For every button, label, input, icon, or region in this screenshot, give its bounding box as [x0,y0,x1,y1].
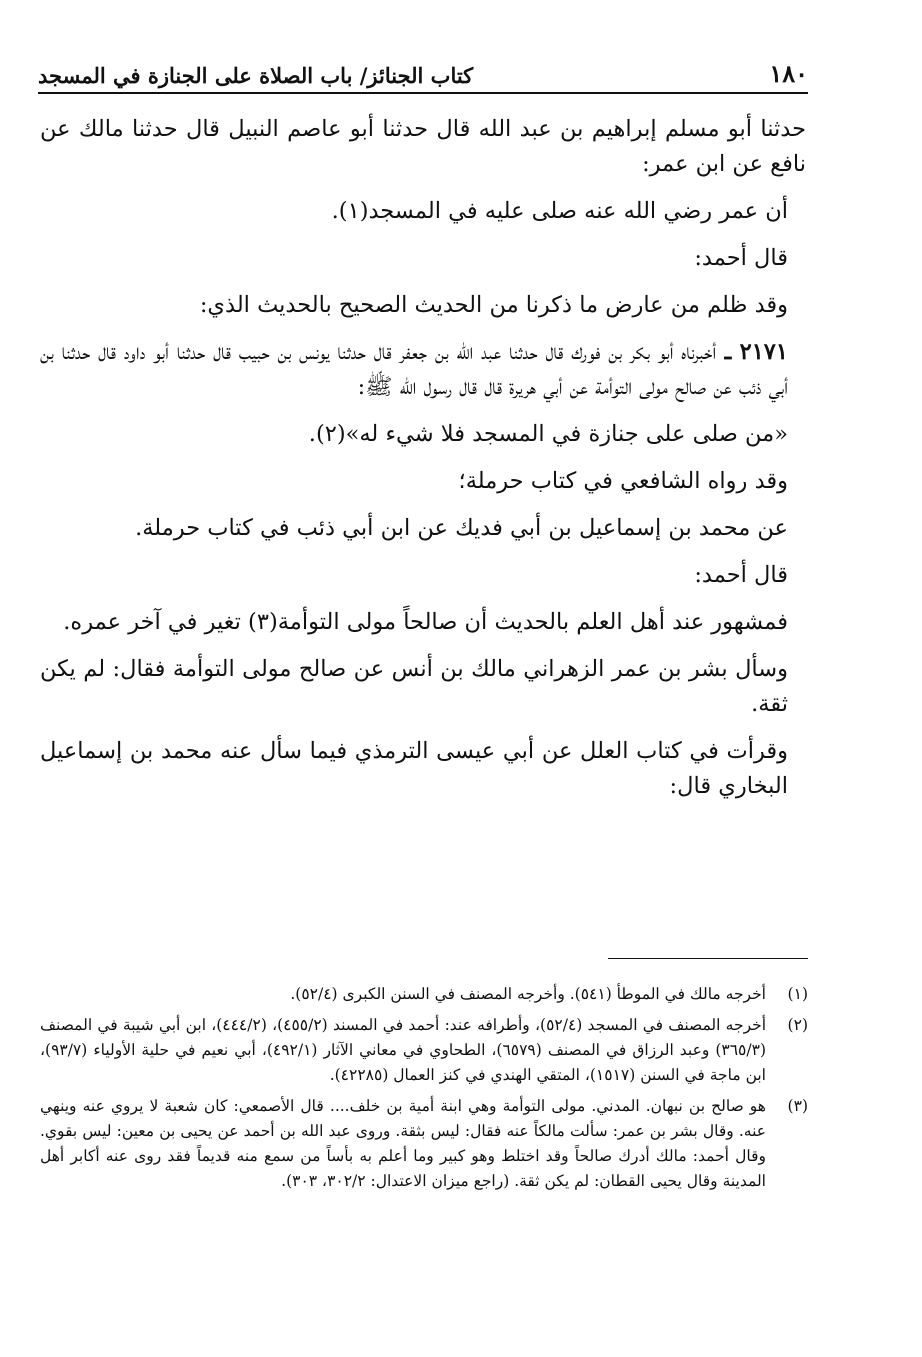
paragraph-commentary-2: فمشهور عند أهل العلم بالحديث أن صالحاً مولى التوأمة(٣) تغير في آخر عمره. [63,609,788,635]
paragraph-commentary-3: وسأل بشر بن عمر الزهراني مالك بن أنس عن صالح مولى التوأمة فقال: لم يكن ثقة. [40,656,788,717]
footnote [40,1013,808,1088]
footnote-text: هو صالح بن نبهان. المدني. مولى التوأمة وهي ابنة أمية بن خلف.... قال الأصمعي: كان شعبة لا يروي عنه وينهي عنه. وقال بشر بن عمر: سألت مالكاً عنه فقال: ليس بثقة. وروى عبد الله بن أحمد عن يحيى بن معين: ليس بقوي. وقال أحمد: مالك أدرك صالحاً وقد اختلط وهو كبير وما أعلم به بأساً من سمع منه قديماً فقد روى عنه أكابر أهل المدينة وقال يحيى القطان: لم يكن ثقة. (راجع ميزان الاعتدال: ٣٠٢/٢، ٣٠٣). [40,1097,766,1190]
page-header [38,52,808,88]
paragraph-hadith-isnad [40,335,806,405]
running-title: كتاب الجنائز/ باب الصلاة على الجنازة في المسجد [38,63,474,88]
main-text [40,112,806,816]
paragraph-commentary-1: وقد ظلم من عارض ما ذكرنا من الحديث الصحيح بالحديث الذي: [199,292,788,318]
footnote [40,982,808,1007]
paragraph-qala-ahmad-2: قال أحمد: [694,562,788,588]
footnote-rule [608,958,808,959]
footnote-number: (٢) [787,1016,808,1034]
footnote [40,1094,808,1194]
paragraph-commentary-4: وقرأت في كتاب العلل عن أبي عيسى الترمذي فيما سأل عنه محمد بن إسماعيل البخاري قال: [40,738,788,799]
footnote-number: (١) [787,985,808,1003]
paragraph-riwaya: وقد رواه الشافعي في كتاب حرملة؛ [458,468,788,494]
footnote-number: (٣) [787,1097,808,1115]
footnote-text: أخرجه المصنف في المسجد (٥٢/٤)، وأطرافه عند: أحمد في المسند (٤٥٥/٢)، (٤٤٤/٢)، ابن أبي شيبة في المصنف (٣٦٥/٣) وعبد الرزاق في المصنف (٦٥٧٩)، الطحاوي في معاني الآثار (٤٩٢/١)، أبي نعيم في حلية الأولياء (٩٣/٧)، ابن ماجة في السنن (١٥١٧)، المتقي الهندي في كنز العمال (٤٢٢٨٥). [40,1016,767,1084]
hadith-number: ٢١٧١ ـ [716,339,788,365]
page-number: ١٨٠ [769,59,808,88]
footnotes [40,982,808,1200]
header-rule [38,92,808,94]
paragraph-athar: أن عمر رضي الله عنه صلى عليه في المسجد(١). [331,198,788,224]
footnote-text: أخرجه مالك في الموطأ (٥٤١). وأخرجه المصنف في السنن الكبرى (٥٢/٤). [290,985,766,1003]
paragraph-hadith-matn: «من صلى على جنازة في المسجد فلا شيء له»(٢). [308,421,788,447]
paragraph-isnad-1: حدثنا أبو مسلم إبراهيم بن عبد الله قال حدثنا أبو عاصم النبيل قال حدثنا مالك عن نافع عن ابن عمر: [40,116,806,177]
paragraph-riwaya-isnad: عن محمد بن إسماعيل بن أبي فديك عن ابن أبي ذئب في كتاب حرملة. [135,515,788,541]
paragraph-qala-ahmad-1: قال أحمد: [694,245,788,271]
hadith-isnad-text: أخبرناه أبو بكر بن فورك قال حدثنا عبد الله بن جعفر قال حدثنا يونس بن حبيب قال حدثنا أبو داود قال حدثنا بن أبي ذئب عن صالح مولى التوأمة عن أبي هريرة قال قال رسول الله ﷺ: [40,339,788,400]
